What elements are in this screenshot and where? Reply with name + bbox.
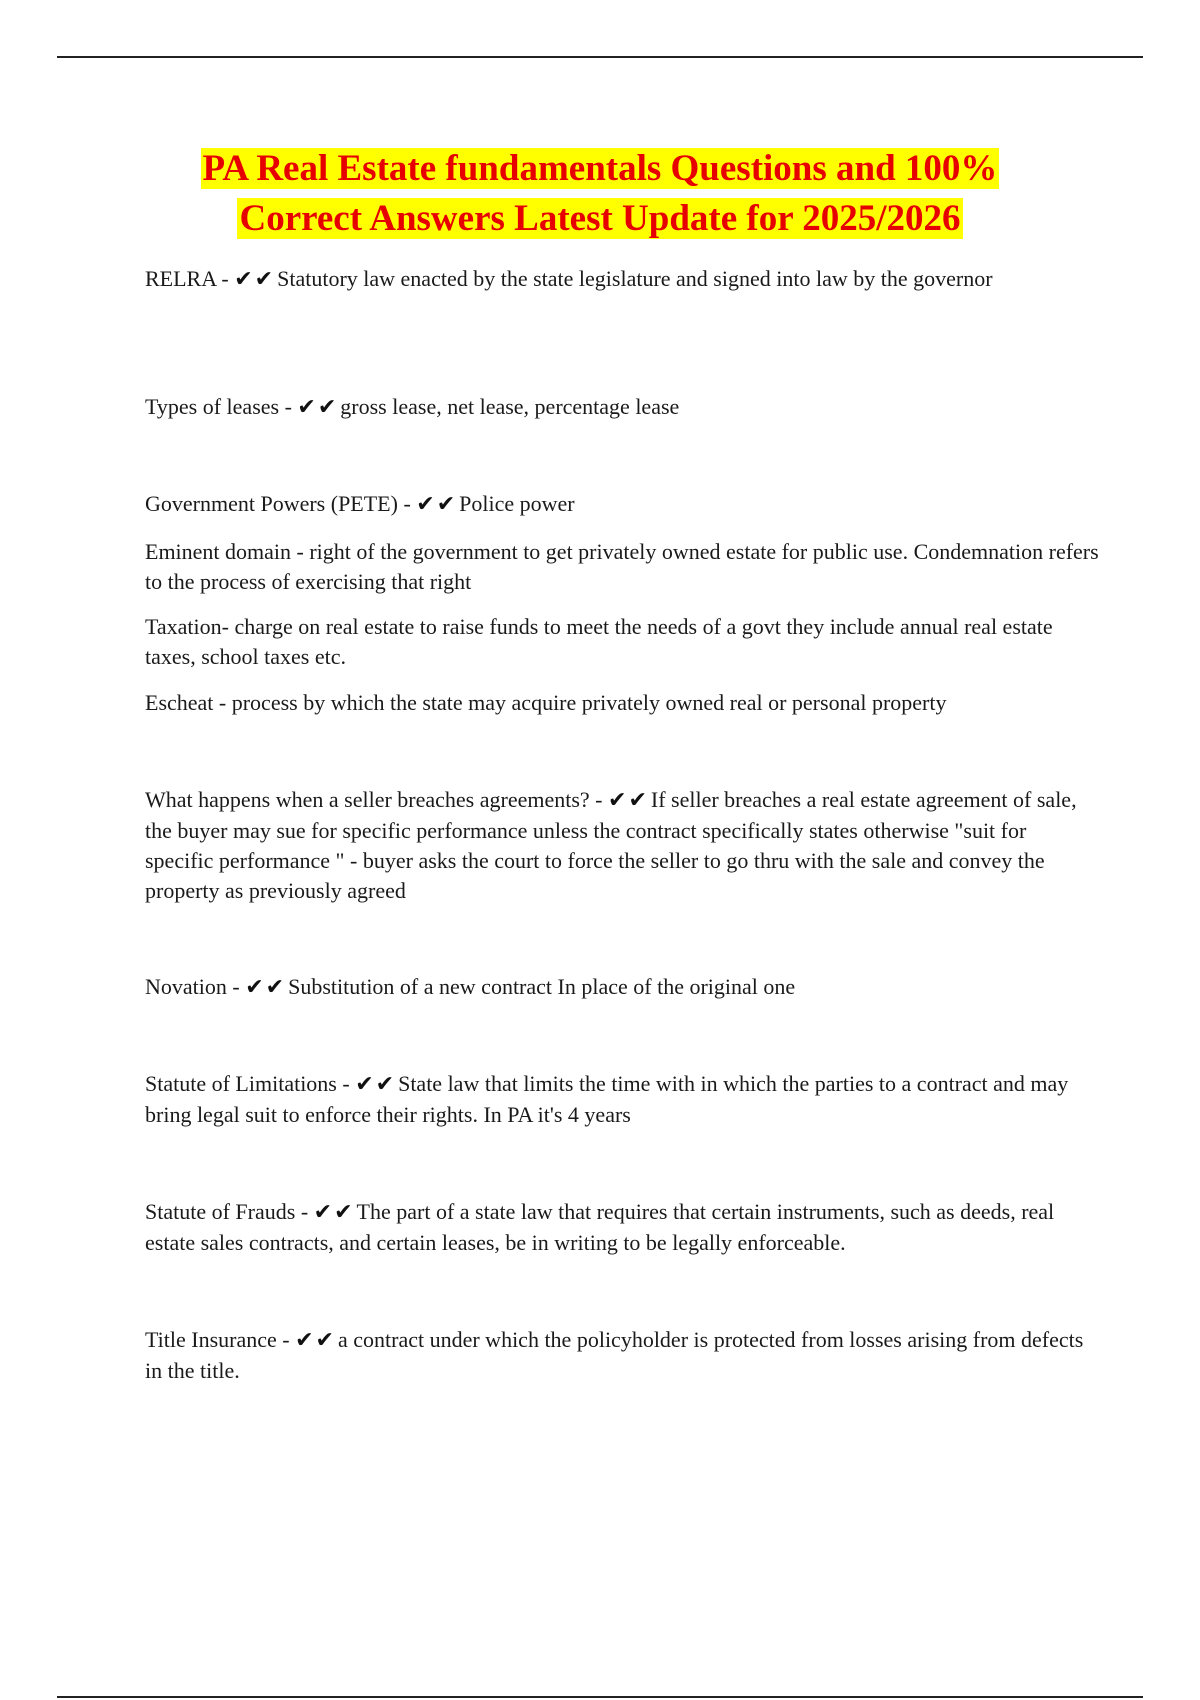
check-icon: ✔ — [436, 492, 456, 517]
check-icon: ✔ — [254, 267, 274, 292]
entry-answer: gross lease, net lease, percentage lease — [340, 394, 680, 419]
check-icon: ✔ — [297, 395, 316, 420]
check-icon: ✔ — [608, 788, 627, 813]
check-icon: ✔ — [295, 1328, 314, 1353]
entry-answer: The part of a state law that requires that certain instruments, such as deeds, real estate sales contracts, and certain leases, be in writing to be legally enforceable. — [145, 1199, 1055, 1255]
title-line-2: Correct Answers Latest Update for 2025/2026 — [239, 198, 961, 239]
check-icon: ✔ — [245, 975, 264, 1000]
entry-term: Statute of Limitations - — [145, 1071, 356, 1096]
entry-term: What happens when a seller breaches agreements? - — [145, 787, 608, 812]
check-icon: ✔ — [234, 267, 253, 292]
qa-entry-government-powers — [145, 489, 1100, 520]
entry-term: Title Insurance - — [145, 1327, 296, 1352]
qa-entry-relra — [145, 264, 1100, 295]
check-icon: ✔ — [315, 1328, 334, 1353]
entry-term: RELRA - — [145, 266, 235, 291]
entry-term: Novation - — [145, 974, 246, 999]
check-icon: ✔ — [265, 975, 285, 1000]
check-icon: ✔ — [355, 1072, 374, 1097]
check-icon: ✔ — [375, 1072, 395, 1097]
paragraph-taxation: Taxation- charge on real estate to raise funds to meet the needs of a govt they include annual real estate taxes, school taxes etc. — [145, 614, 1053, 669]
paragraph-eminent-domain: Eminent domain - right of the government to get privately owned estate for public use. Condemnation refers to the process of exercising that right — [145, 539, 1099, 594]
qa-entry-statute-of-limitations — [145, 1069, 1100, 1130]
qa-entry-title-insurance — [145, 1325, 1100, 1386]
entry-term: Statute of Frauds - — [145, 1199, 314, 1224]
check-icon: ✔ — [416, 492, 435, 517]
entry-term: Types of leases - — [145, 394, 298, 419]
document-title — [100, 144, 1100, 244]
entry-answer: If seller breaches a real estate agreement of sale, the buyer may sue for specific performance unless the contract specifically states otherwise "suit for specific performance " - buyer asks the court to force the seller to go thru with the sale and convey the property as previously agreed — [145, 787, 1077, 903]
bottom-divider — [57, 1696, 1143, 1698]
entry-answer: State law that limits the time with in which the parties to a contract and may bring legal suit to enforce their rights. In PA it's 4 years — [145, 1071, 1069, 1127]
qa-entry-types-of-leases — [145, 392, 1100, 423]
entry-answer: a contract under which the policyholder is protected from losses arising from defects in the title. — [145, 1327, 1084, 1383]
entry-term: Government Powers (PETE) - — [145, 491, 417, 516]
top-divider — [57, 56, 1143, 58]
check-icon: ✔ — [628, 788, 647, 813]
entry-answer: Police power — [459, 491, 575, 516]
entry-answer: Statutory law enacted by the state legislature and signed into law by the governor — [277, 266, 993, 291]
qa-entry-seller-breach — [145, 785, 1100, 906]
check-icon: ✔ — [317, 395, 337, 420]
qa-entry-statute-of-frauds — [145, 1197, 1100, 1258]
check-icon: ✔ — [334, 1200, 353, 1225]
title-line-1: PA Real Estate fundamentals Questions and 100% — [202, 148, 998, 189]
check-icon: ✔ — [313, 1200, 333, 1225]
paragraph-escheat: Escheat - process by which the state may acquire privately owned real or personal property — [145, 690, 947, 715]
qa-entry-novation — [145, 972, 1100, 1003]
entry-answer: Substitution of a new contract In place of the original one — [288, 974, 796, 999]
